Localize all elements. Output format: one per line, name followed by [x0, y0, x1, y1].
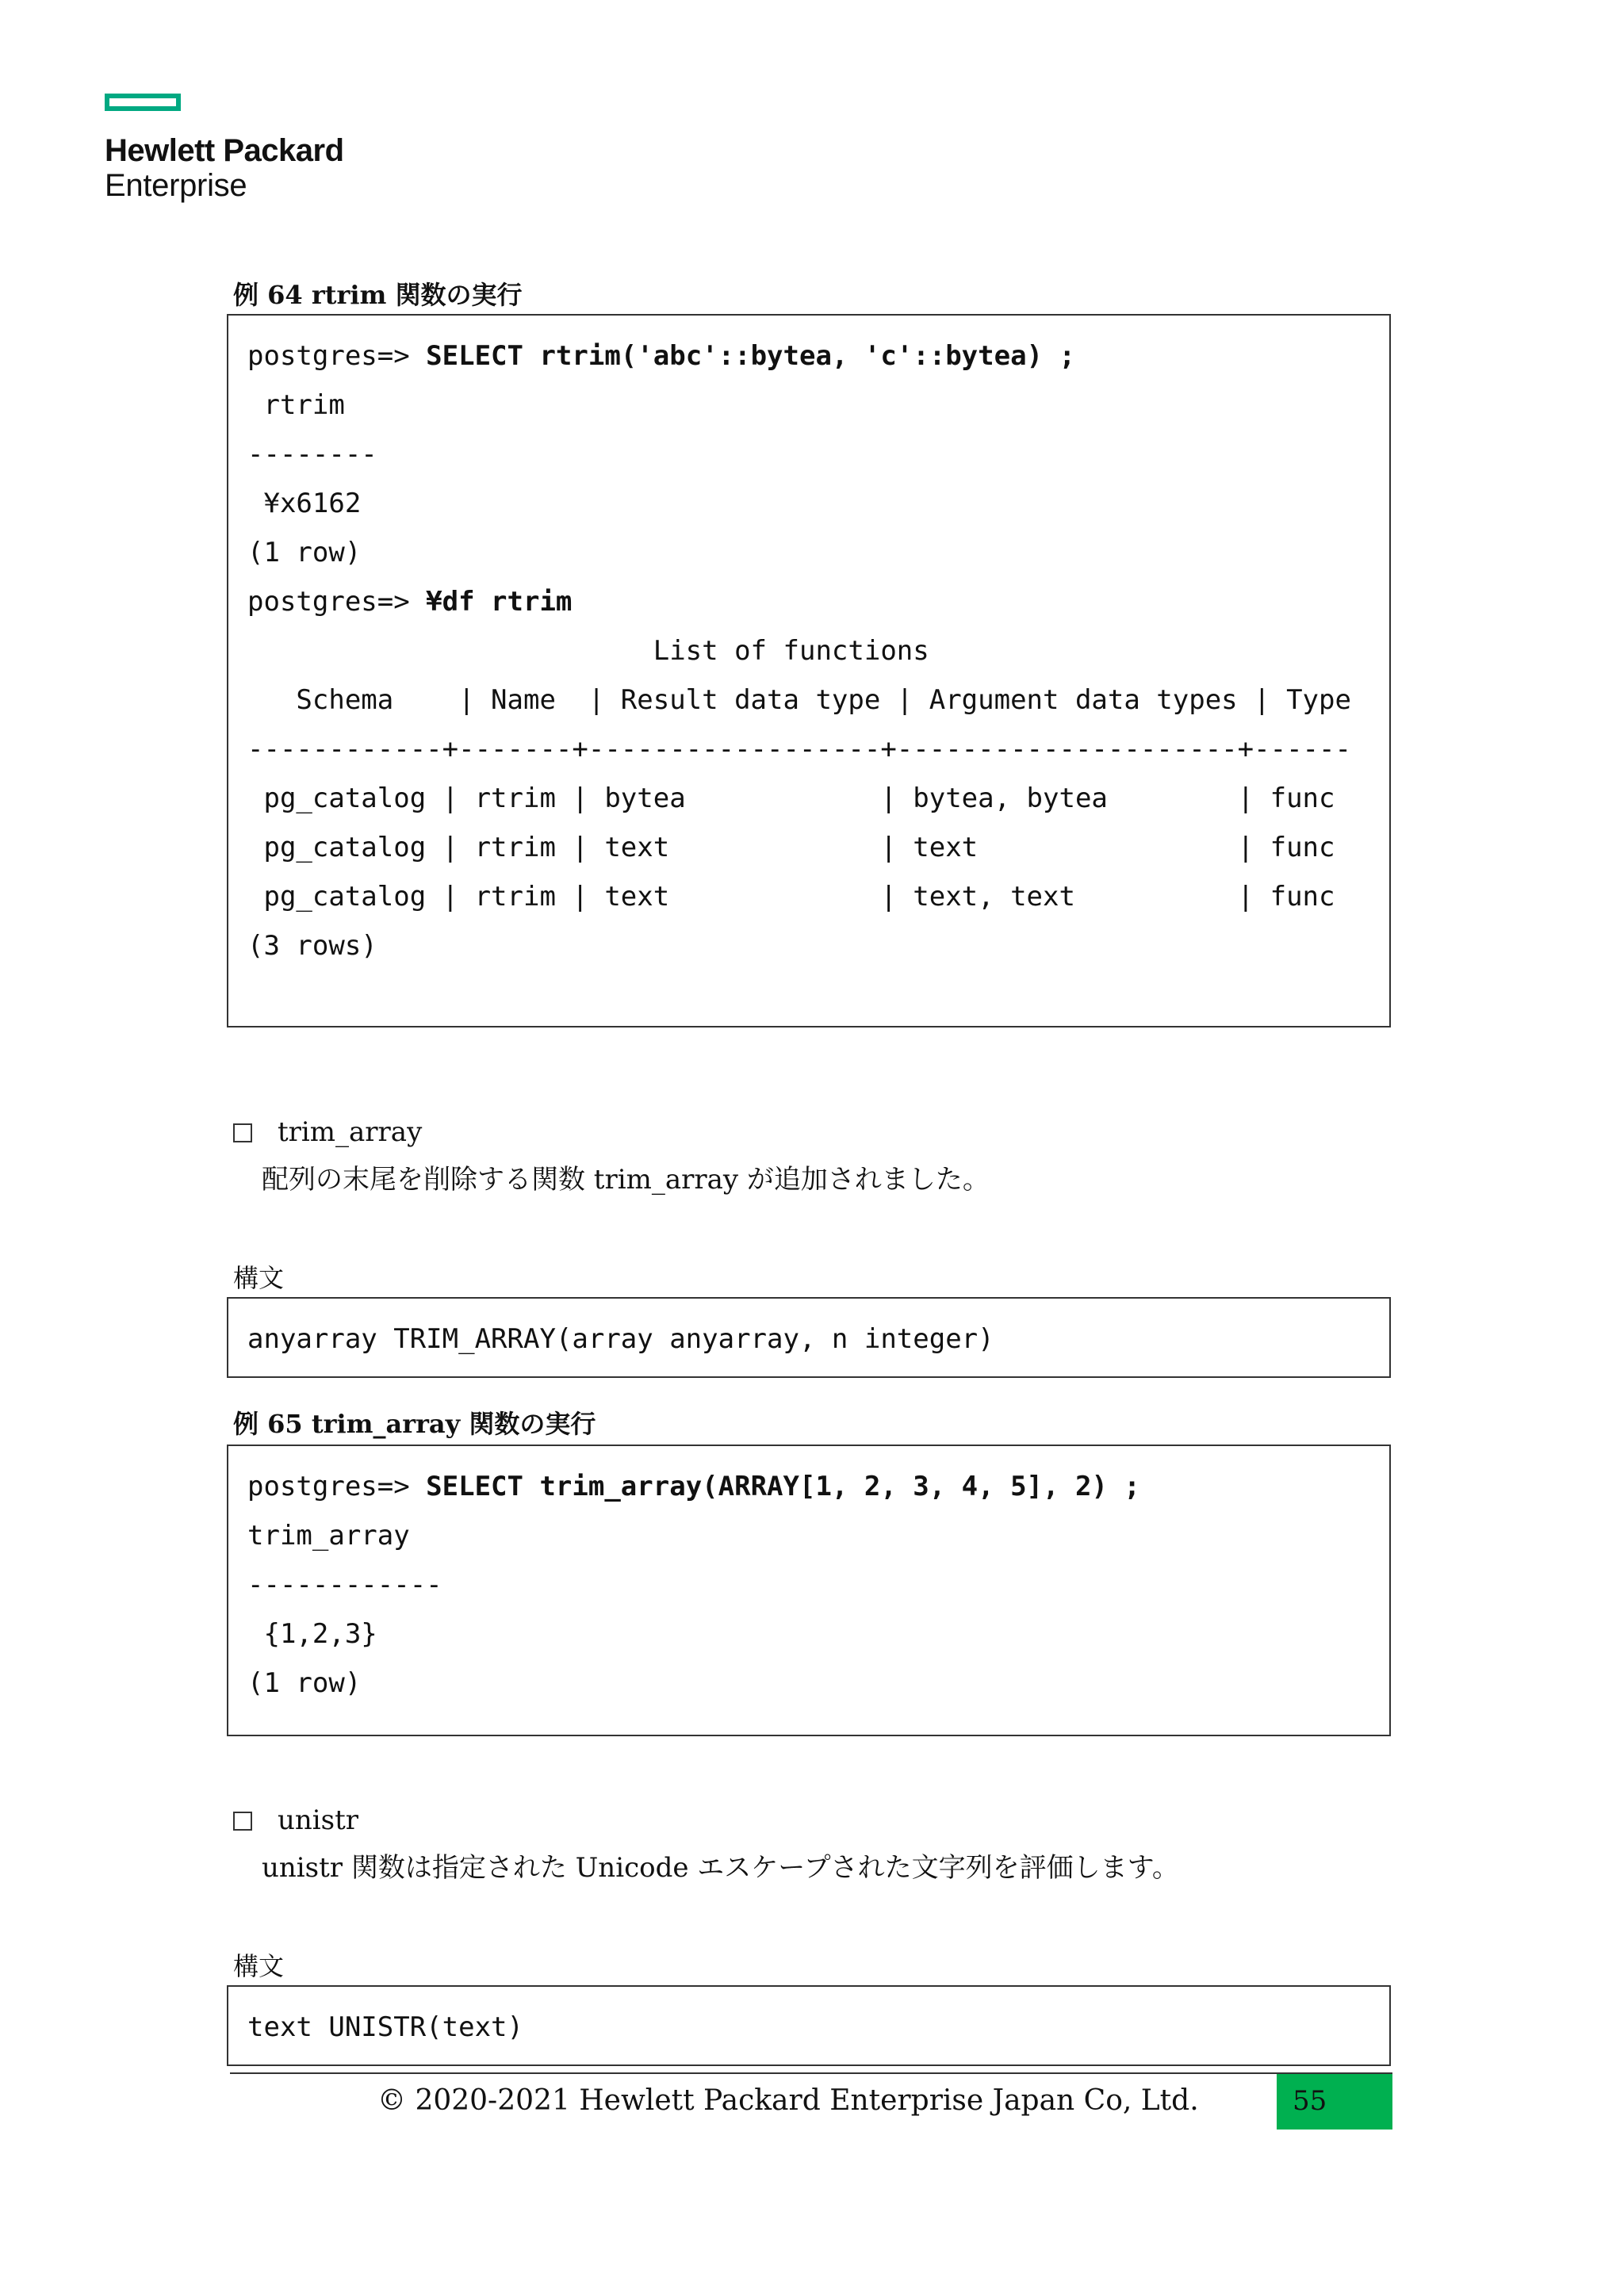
logo-text-line1: Hewlett Packard	[105, 133, 344, 168]
output-line: rtrim	[247, 389, 345, 421]
output-line: ------------+-------+------------------+---------------------+------	[247, 733, 1351, 765]
trim-array-syntax-label: 構文	[233, 1263, 285, 1293]
output-line: ------------	[247, 1569, 442, 1601]
checkbox-square-icon	[233, 1123, 252, 1142]
unistr-description: unistr 関数は指定された Unicode エスケープされた文字列を評価します。	[262, 1852, 1179, 1884]
output-line: List of functions	[247, 635, 929, 667]
syntax-code: text UNISTR(text)	[247, 2011, 523, 2043]
page-number-badge: 55	[1277, 2074, 1392, 2130]
prompt: postgres=>	[247, 340, 427, 372]
hpe-logo	[105, 94, 344, 203]
output-line: (1 row)	[247, 537, 362, 568]
command: ¥df rtrim	[426, 586, 573, 618]
command: SELECT trim_array(ARRAY[1, 2, 3, 4, 5], 2) ;	[426, 1471, 1140, 1502]
example-65-code-box	[227, 1445, 1391, 1736]
syntax-code: anyarray TRIM_ARRAY(array anyarray, n integer)	[247, 1323, 994, 1355]
checkbox-square-icon	[233, 1812, 252, 1831]
example-64-command-line	[247, 331, 1389, 381]
trim-array-description: 配列の末尾を削除する関数 trim_array が追加されました。	[262, 1164, 990, 1196]
output-line: trim_array	[247, 1520, 410, 1552]
output-line: ¥x6162	[247, 488, 362, 519]
output-line: --------	[247, 438, 377, 470]
output-line: pg_catalog | rtrim | text | text, text | func	[247, 881, 1335, 913]
trim-array-title: trim_array	[278, 1116, 423, 1148]
unistr-syntax-box	[227, 1985, 1391, 2066]
trim-array-heading	[233, 1116, 422, 1148]
unistr-title: unistr	[278, 1804, 359, 1836]
example-65-command-line	[247, 1462, 1389, 1511]
footer-copyright: © 2020-2021 Hewlett Packard Enterprise Japan Co, Ltd.	[377, 2084, 1199, 2117]
logo-rectangle-icon	[105, 94, 181, 111]
prompt: postgres=>	[247, 1471, 427, 1502]
output-line: (3 rows)	[247, 930, 377, 962]
unistr-syntax-label: 構文	[233, 1951, 285, 1981]
output-line: pg_catalog | rtrim | text | text | func	[247, 832, 1335, 863]
output-line: {1,2,3}	[247, 1618, 377, 1650]
prompt: postgres=>	[247, 586, 427, 618]
example-64-command-line-2	[247, 577, 1389, 626]
logo-text-line2: Enterprise	[105, 168, 247, 203]
command: SELECT rtrim('abc'::bytea, 'c'::bytea) ;	[426, 340, 1075, 372]
example-64-code-box	[227, 314, 1391, 1027]
example-65-caption: 例 65 trim_array 関数の実行	[233, 1409, 596, 1439]
trim-array-syntax-box	[227, 1297, 1391, 1378]
output-line: Schema | Name | Result data type | Argument data types | Type	[247, 684, 1351, 716]
output-line: (1 row)	[247, 1667, 362, 1699]
unistr-heading	[233, 1804, 358, 1836]
footer-divider	[230, 2072, 1392, 2074]
output-line: pg_catalog | rtrim | bytea | bytea, bytea | func	[247, 783, 1335, 814]
example-64-caption: 例 64 rtrim 関数の実行	[233, 280, 523, 310]
